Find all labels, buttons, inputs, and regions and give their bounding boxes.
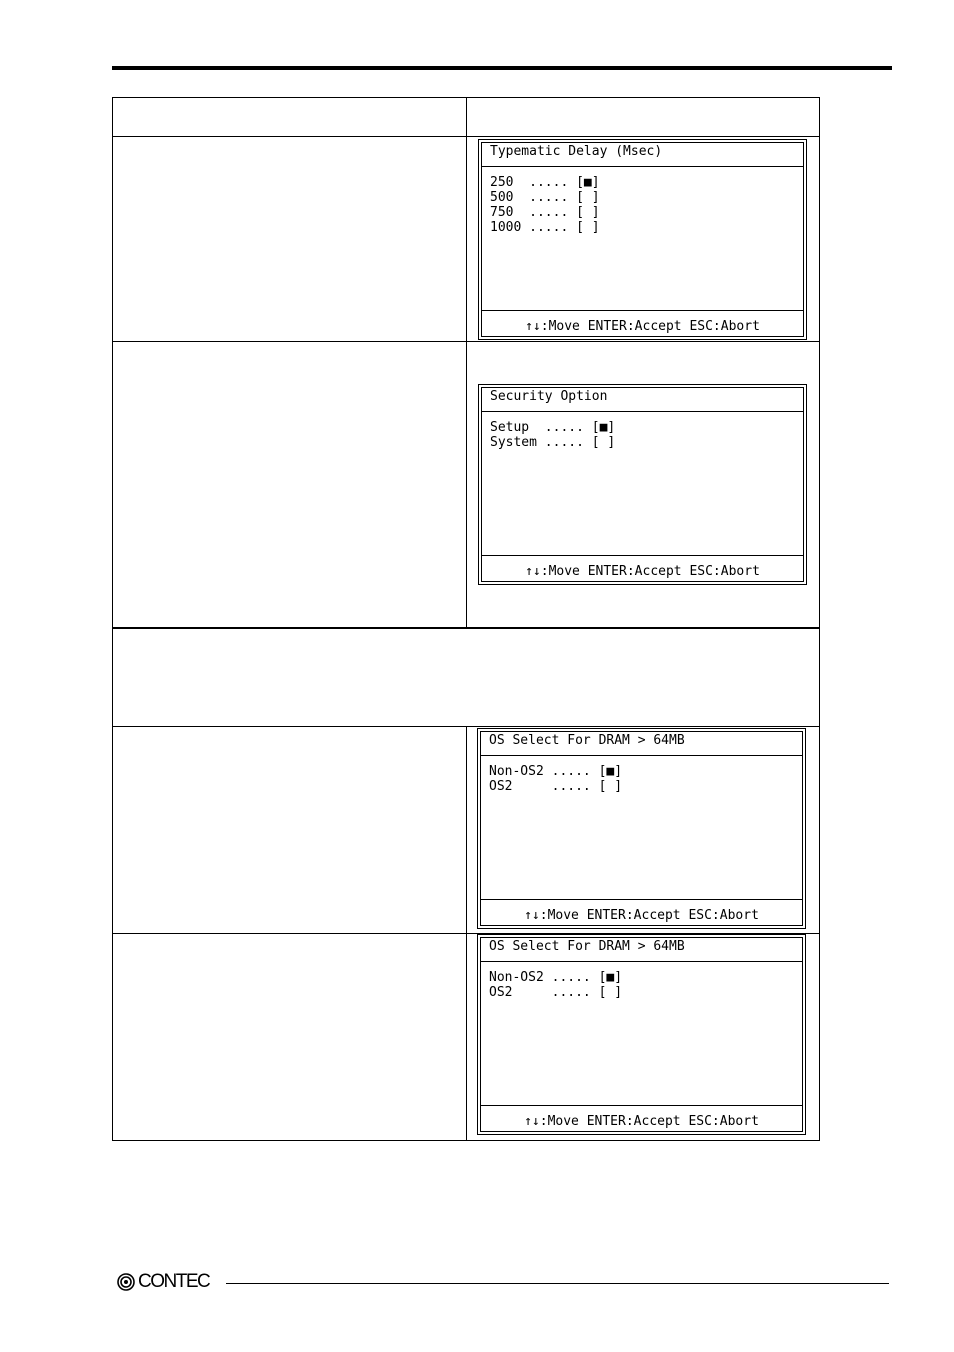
option-checkbox[interactable]: [ ] [576, 190, 600, 205]
option-label: 750 ..... [490, 205, 569, 220]
description-cell [113, 342, 467, 629]
option-label: 1000 ..... [490, 220, 569, 235]
option-250[interactable] [490, 175, 600, 190]
brand-name: CONTEC [138, 1271, 210, 1292]
option-checkbox[interactable]: [ ] [598, 779, 623, 794]
dialog-frame [480, 731, 803, 926]
footer-rule [226, 1283, 889, 1284]
os-select-dialog [477, 728, 806, 929]
option-checkbox[interactable]: [■] [576, 175, 600, 190]
spanning-cell [113, 628, 820, 727]
option-label: 500 ..... [490, 190, 569, 205]
option-label: System ..... [490, 435, 584, 450]
dialog-options [490, 420, 615, 450]
dialog-title-divider [481, 411, 804, 412]
dialog-title: Typematic Delay (Msec) [490, 144, 663, 159]
option-os2[interactable] [489, 779, 622, 794]
dialog-footer-divider [481, 310, 804, 311]
dialog-footer-divider [481, 555, 804, 556]
header-rule [112, 66, 892, 70]
option-non-os2[interactable] [489, 970, 622, 985]
option-checkbox[interactable]: [■] [591, 420, 616, 435]
option-label: Non-OS2 ..... [489, 764, 591, 779]
dialog-footer-divider [480, 899, 803, 900]
option-500[interactable] [490, 190, 600, 205]
security-option-dialog [478, 384, 807, 585]
option-750[interactable] [490, 205, 600, 220]
dialog-key-help: ↑↓:Move ENTER:Accept ESC:Abort [525, 564, 760, 579]
dialog-key-help: ↑↓:Move ENTER:Accept ESC:Abort [525, 319, 760, 334]
table-row-spanning [113, 628, 820, 727]
option-label: 250 ..... [490, 175, 569, 190]
dialog-options [489, 970, 622, 1000]
option-label: Non-OS2 ..... [489, 970, 591, 985]
dialog-key-help: ↑↓:Move ENTER:Accept ESC:Abort [524, 1114, 759, 1129]
dialog-frame [481, 142, 804, 337]
header-cell-left [113, 98, 467, 137]
dialog-title: OS Select For DRAM > 64MB [489, 939, 685, 954]
option-checkbox[interactable]: [■] [598, 970, 623, 985]
dialog-title-divider [481, 166, 804, 167]
option-label: OS2 ..... [489, 779, 591, 794]
dialog-title: OS Select For DRAM > 64MB [489, 733, 685, 748]
option-non-os2[interactable] [489, 764, 622, 779]
option-label: Setup ..... [490, 420, 584, 435]
dialog-frame [481, 387, 804, 582]
dialog-title-divider [480, 755, 803, 756]
option-checkbox[interactable]: [ ] [576, 205, 600, 220]
option-checkbox[interactable]: [■] [598, 764, 623, 779]
header-cell-right [467, 98, 820, 137]
contec-logo-icon [117, 1273, 135, 1291]
typematic-delay-dialog [478, 139, 807, 340]
option-1000[interactable] [490, 220, 600, 235]
dialog-options [489, 764, 622, 794]
option-checkbox[interactable]: [ ] [598, 985, 623, 1000]
option-checkbox[interactable]: [ ] [591, 435, 616, 450]
option-os2[interactable] [489, 985, 622, 1000]
dialog-title: Security Option [490, 389, 608, 404]
option-checkbox[interactable]: [ ] [576, 220, 600, 235]
description-cell [113, 727, 467, 934]
option-label: OS2 ..... [489, 985, 591, 1000]
description-cell [113, 137, 467, 342]
dialog-key-help: ↑↓:Move ENTER:Accept ESC:Abort [524, 908, 759, 923]
description-cell [113, 934, 467, 1141]
option-system[interactable] [490, 435, 615, 450]
option-setup[interactable] [490, 420, 615, 435]
dialog-footer-divider [480, 1105, 803, 1106]
dialog-frame [480, 937, 803, 1132]
os-select-dialog [477, 934, 806, 1135]
dialog-options [490, 175, 600, 235]
table-header-row [113, 98, 820, 137]
dialog-title-divider [480, 961, 803, 962]
contec-logo [117, 1272, 209, 1292]
